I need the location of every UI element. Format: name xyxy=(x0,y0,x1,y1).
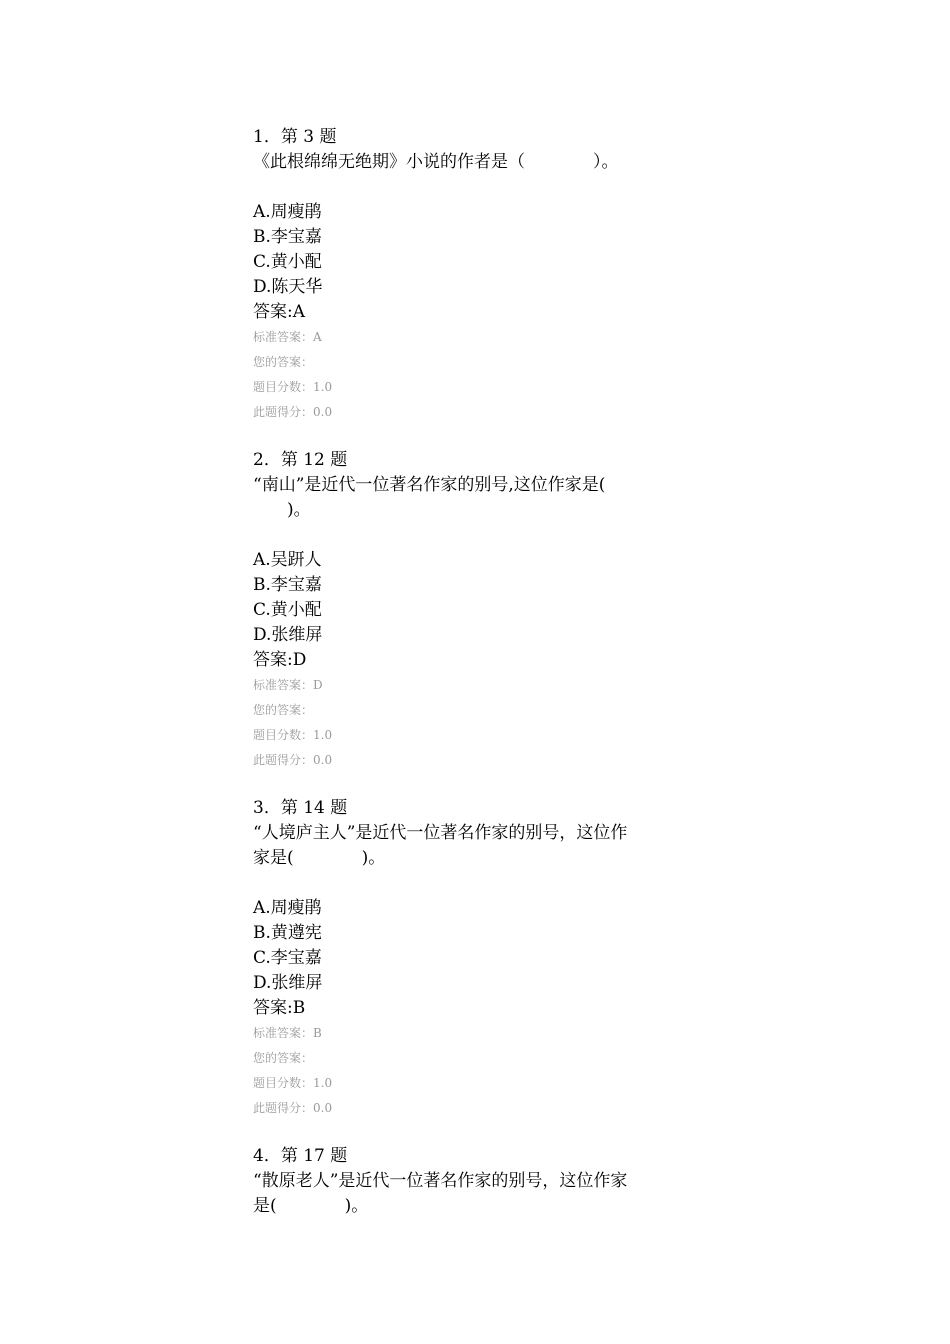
standard-answer: 标准答案：B xyxy=(253,1026,322,1040)
question-header: 3．第 14 题 xyxy=(253,798,348,818)
option-c: C.李宝嘉 xyxy=(253,948,322,968)
question-stem-line: 是( )。 xyxy=(253,1196,369,1216)
your-answer: 您的答案： xyxy=(253,703,314,717)
option-d: D.张维屏 xyxy=(253,973,323,993)
your-answer: 您的答案： xyxy=(253,1051,314,1065)
option-d: D.张维屏 xyxy=(253,625,323,645)
option-a: A.吴趼人 xyxy=(253,550,322,570)
question-score: 此题得分：0.0 xyxy=(253,405,333,419)
answer-line: 答案:B xyxy=(253,998,306,1018)
question-stem-line: )。 xyxy=(253,500,311,520)
option-a: A.周瘦鹃 xyxy=(253,202,322,222)
your-answer: 您的答案： xyxy=(253,355,314,369)
spacer xyxy=(253,871,703,896)
question-points: 题目分数：1.0 xyxy=(253,728,333,742)
question-score: 此题得分：0.0 xyxy=(253,1101,333,1115)
spacer xyxy=(253,523,703,548)
option-b: B.李宝嘉 xyxy=(253,227,322,247)
question-points: 题目分数：1.0 xyxy=(253,380,333,394)
question-header: 4．第 17 题 xyxy=(253,1146,348,1166)
answer-line: 答案:A xyxy=(253,302,306,322)
option-b: B.黄遵宪 xyxy=(253,923,322,943)
standard-answer: 标准答案：D xyxy=(253,678,323,692)
question-3 xyxy=(253,796,703,1121)
question-score: 此题得分：0.0 xyxy=(253,753,333,767)
question-stem-line: “散原老人”是近代一位著名作家的别号，这位作家 xyxy=(253,1171,628,1191)
standard-answer: 标准答案：A xyxy=(253,330,322,344)
question-header: 1．第 3 题 xyxy=(253,127,337,147)
option-c: C.黄小配 xyxy=(253,600,322,620)
question-header: 2．第 12 题 xyxy=(253,450,348,470)
question-4 xyxy=(253,1144,703,1219)
answer-line: 答案:D xyxy=(253,650,307,670)
question-1 xyxy=(253,125,703,425)
question-stem-line: “人境庐主人”是近代一位著名作家的别号，这位作 xyxy=(253,823,628,843)
option-d: D.陈天华 xyxy=(253,277,323,297)
question-stem-line: 《此根绵绵无绝期》小说的作者是（ ）。 xyxy=(253,152,619,172)
question-2 xyxy=(253,448,703,773)
question-stem-line: “南山”是近代一位著名作家的别号,这位作家是( xyxy=(253,475,606,495)
question-stem-line: 家是( )。 xyxy=(253,848,386,868)
spacer xyxy=(253,175,703,200)
option-a: A.周瘦鹃 xyxy=(253,898,322,918)
option-c: C.黄小配 xyxy=(253,252,322,272)
question-points: 题目分数：1.0 xyxy=(253,1076,333,1090)
option-b: B.李宝嘉 xyxy=(253,575,322,595)
